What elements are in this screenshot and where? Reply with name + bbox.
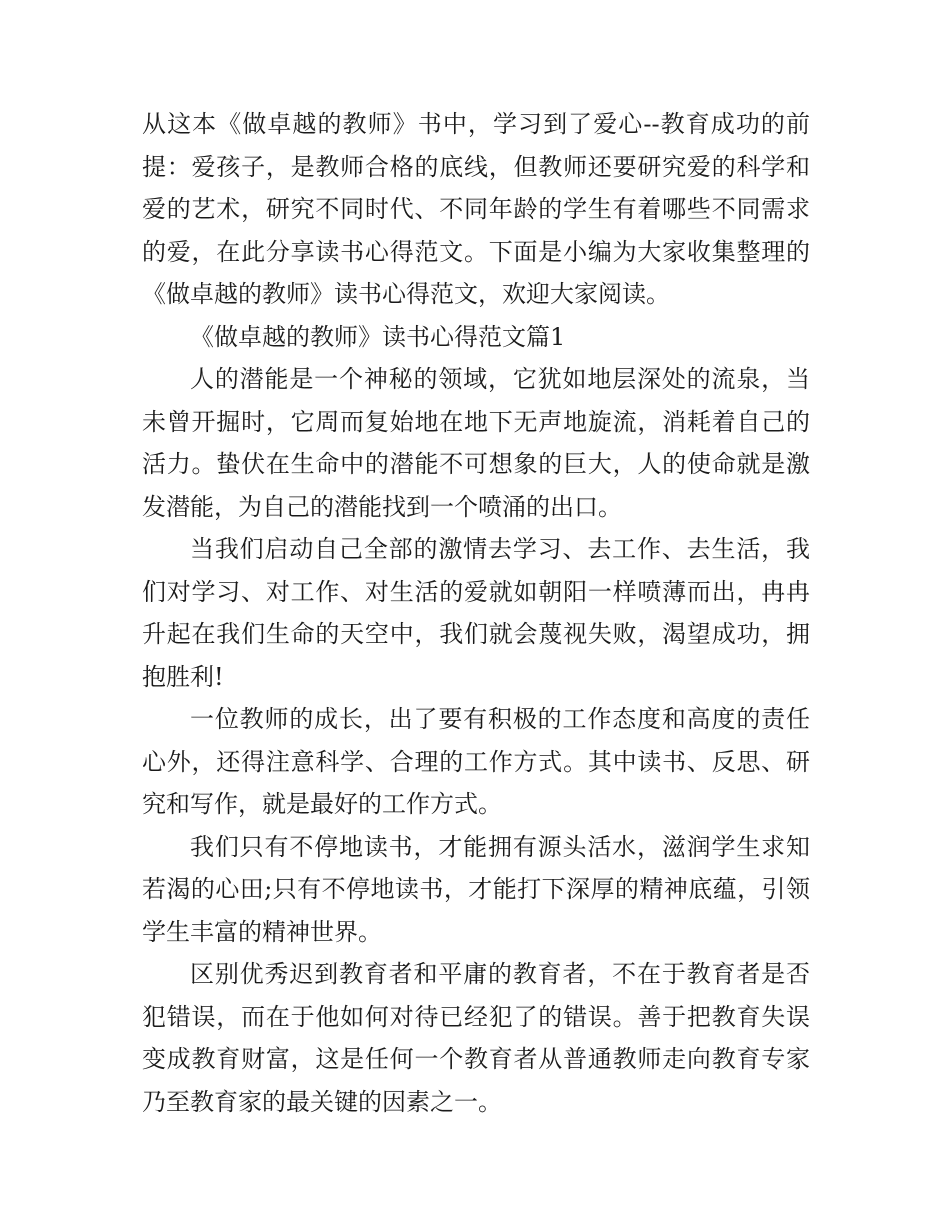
- body-paragraph: 人的潜能是一个神秘的领域，它犹如地层深处的流泉，当未曾开掘时，它周而复始地在地下无声地旋流，消耗着自己的活力。蛰伏在生命中的潜能不可想象的巨大，人的使命就是激发潜能，为自己的潜能找到一个喷涌的出口。: [142, 365, 810, 521]
- document-body: [142, 103, 810, 1123]
- intro-paragraph: 从这本《做卓越的教师》书中，学习到了爱心--教育成功的前提：爱孩子，是教师合格的底线，但教师还要研究爱的科学和爱的艺术，研究不同时代、不同年龄的学生有着哪些不同需求的爱，在此分享读书心得范文。下面是小编为大家收集整理的《做卓越的教师》读书心得范文，欢迎大家阅读。: [142, 110, 810, 308]
- body-paragraph: 我们只有不停地读书，才能拥有源头活水，滋润学生求知若渴的心田;只有不停地读书，才能打下深厚的精神底蕴，引领学生丰富的精神世界。: [142, 832, 810, 946]
- body-paragraph: 一位教师的成长，出了要有积极的工作态度和高度的责任心外，还得注意科学、合理的工作方式。其中读书、反思、研究和写作，就是最好的工作方式。: [142, 705, 810, 818]
- body-paragraph: 当我们启动自己全部的激情去学习、去工作、去生活，我们对学习、对工作、对生活的爱就如朝阳一样喷薄而出，冉冉升起在我们生命的天空中，我们就会蔑视失败，渴望成功，拥抱胜利!: [142, 535, 810, 691]
- section-title: 《做卓越的教师》读书心得范文篇1: [190, 322, 566, 351]
- body-paragraph: 区别优秀迟到教育者和平庸的教育者，不在于教育者是否犯错误，而在于他如何对待已经犯了的错误。善于把教育失误变成教育财富，这是任何一个教育者从普通教师走向教育专家乃至教育家的最关键的因素之一。: [142, 960, 810, 1116]
